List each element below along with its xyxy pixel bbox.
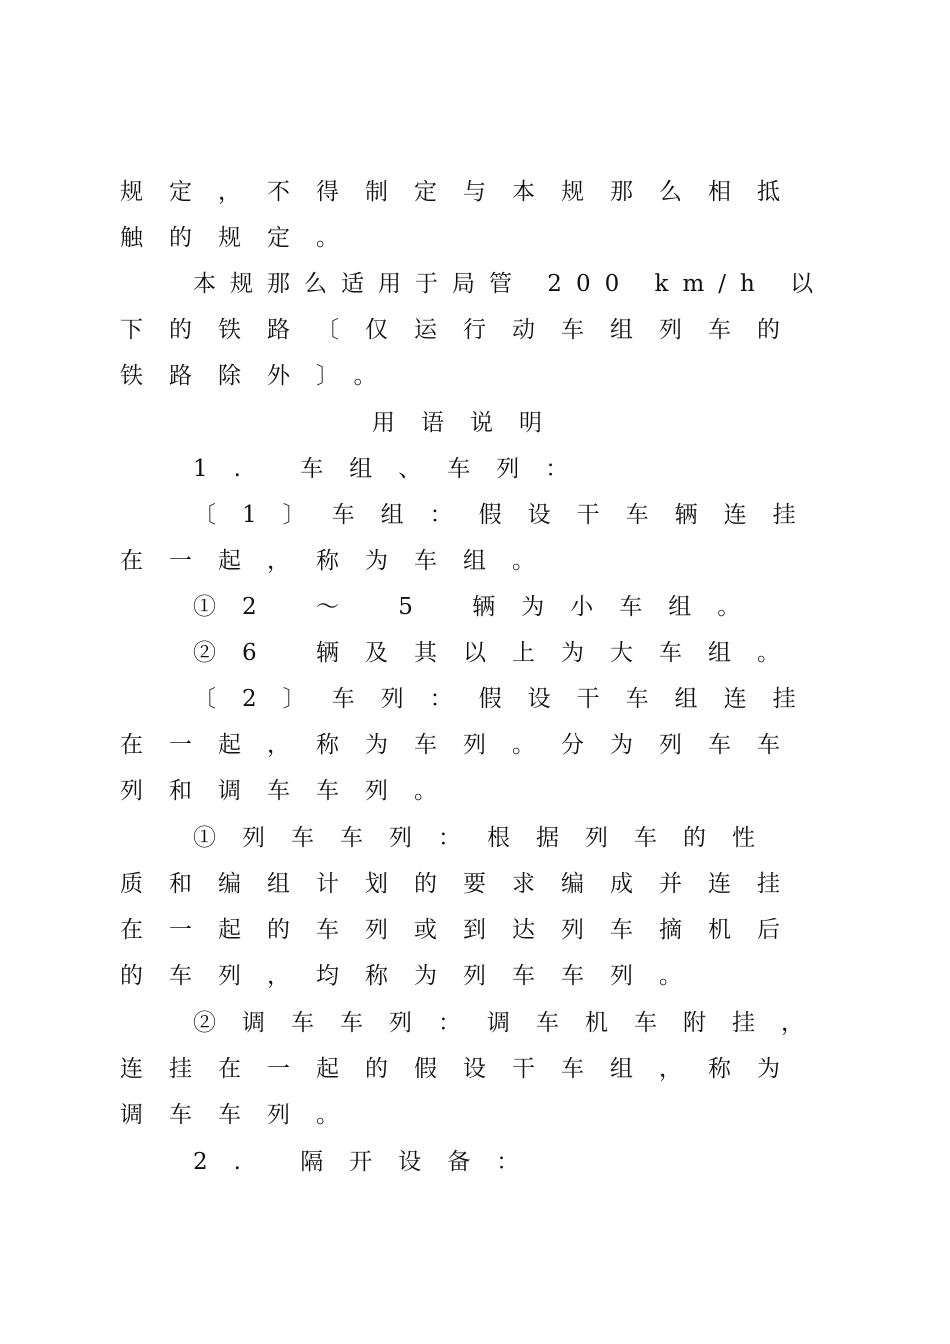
text-line: 〔2〕车列：假设干车组连挂 — [193, 686, 822, 712]
text-line: ①2 ～ 5 辆为小车组。 — [193, 594, 767, 620]
text-line: 在一起，称为车组。 — [120, 548, 561, 574]
text-line: 1. 车组、车列： — [193, 456, 595, 482]
text-line: 〔1〕车组：假设干车辆连挂 — [193, 502, 822, 528]
text-line: 铁路除外〕。 — [120, 363, 403, 389]
section-heading: 用语说明 — [372, 410, 568, 436]
text-line: 2. 隔开设备： — [193, 1149, 546, 1175]
text-line: 的车列，均称为列车车列。 — [120, 963, 708, 989]
text-line: ②6 辆及其以上为大车组。 — [193, 640, 806, 666]
text-line: 质和编组计划的要求编成并连挂 — [120, 871, 806, 897]
text-line: 下的铁路〔仅运行动车组列车的 — [120, 317, 806, 343]
text-line: 本规那么适用于局管 200 km/h 以 — [193, 271, 828, 297]
text-line: 规定，不得制定与本规那么相抵 — [120, 179, 806, 205]
text-line: 在一起的车列或到达列车摘机后 — [120, 917, 806, 943]
text-line: 在一起，称为车列。分为列车车 — [120, 732, 806, 758]
text-line: 连挂在一起的假设干车组，称为 — [120, 1056, 806, 1082]
text-line: ②调车车列：调车机车附挂， — [193, 1010, 830, 1036]
text-line: 调车车列。 — [120, 1102, 365, 1128]
text-line: 触的规定。 — [120, 225, 365, 251]
text-line: ①列车车列：根据列车的性 — [193, 825, 781, 851]
text-line: 列和调车车列。 — [120, 778, 463, 804]
